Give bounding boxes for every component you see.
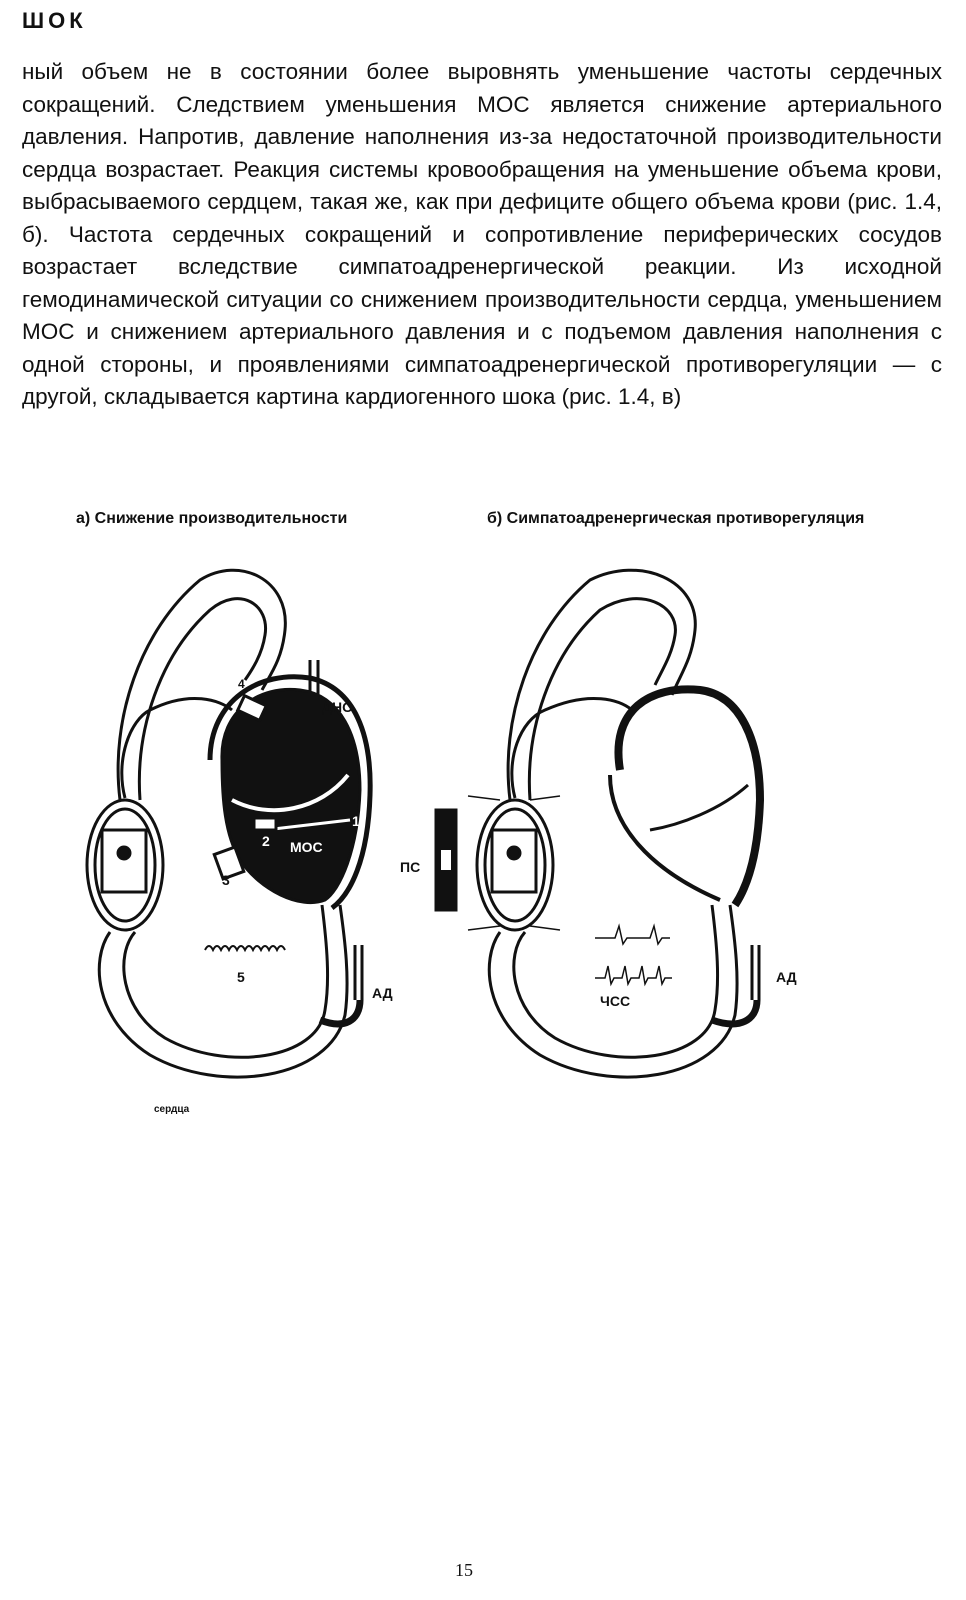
page-number: 15 <box>455 1560 473 1580</box>
figure-caption-b: б) Симпатоадренергическая противорегуляция <box>487 510 865 527</box>
organ-oval-b <box>477 800 553 930</box>
panel-a <box>87 570 370 1077</box>
organ-oval-a <box>87 800 163 930</box>
label-4: 4 <box>238 677 245 691</box>
panel-b <box>436 570 760 1120</box>
label-chss: ЧСС <box>600 993 631 1009</box>
wave-5 <box>205 946 285 950</box>
label-dns: ДНС <box>322 699 353 715</box>
label-3: 3 <box>222 872 230 888</box>
systemic-loop-b <box>489 905 737 1077</box>
figure-caption-a: а) Снижение производительности <box>76 510 348 527</box>
running-title: ШОК <box>22 8 87 33</box>
label-ad-b: АД <box>776 969 797 985</box>
label-5: 5 <box>237 969 245 985</box>
systemic-loop-a <box>99 905 347 1077</box>
ecg-trace-1 <box>595 926 670 944</box>
heart-b <box>618 689 760 905</box>
circulation-diagram <box>0 560 966 1120</box>
ecg-trace-2 <box>595 966 672 984</box>
label-ps: ПС <box>400 859 421 875</box>
body-paragraph: ный объем не в состоянии более выровнять уменьшение частоты сердечных сокращений. Следствием уменьшения МОС является снижение артериального давления. Напротив, давление наполнения из-за недостаточной производительности сердца возрастает. Реакция системы кровообращения на уменьшение объема крови, выбрасываемого сердцем, такая же, как при дефиците общего объема крови (рис. 1.4, б). Частота сердечных сокращений и сопротивление периферических сосудов возрастает вследствие симпатоадренергической реакции. Из исходной гемодинамической ситуации со снижением производительности сердца, уменьшением МОС и снижением артериального давления и с подъемом давления наполнения с одной стороны, и проявлениями симпатоадренергической противорегуляции — с другой, складывается картина кардиогенного шока (рис. 1.4, в) <box>22 59 942 409</box>
stray-label: сердца <box>154 1104 190 1115</box>
label-2: 2 <box>262 833 270 849</box>
label-mos: МОС <box>290 839 323 855</box>
label-1: 1 <box>352 813 360 829</box>
label-ad-a: АД <box>372 985 393 1001</box>
pulmonary-loop-b <box>508 570 695 800</box>
